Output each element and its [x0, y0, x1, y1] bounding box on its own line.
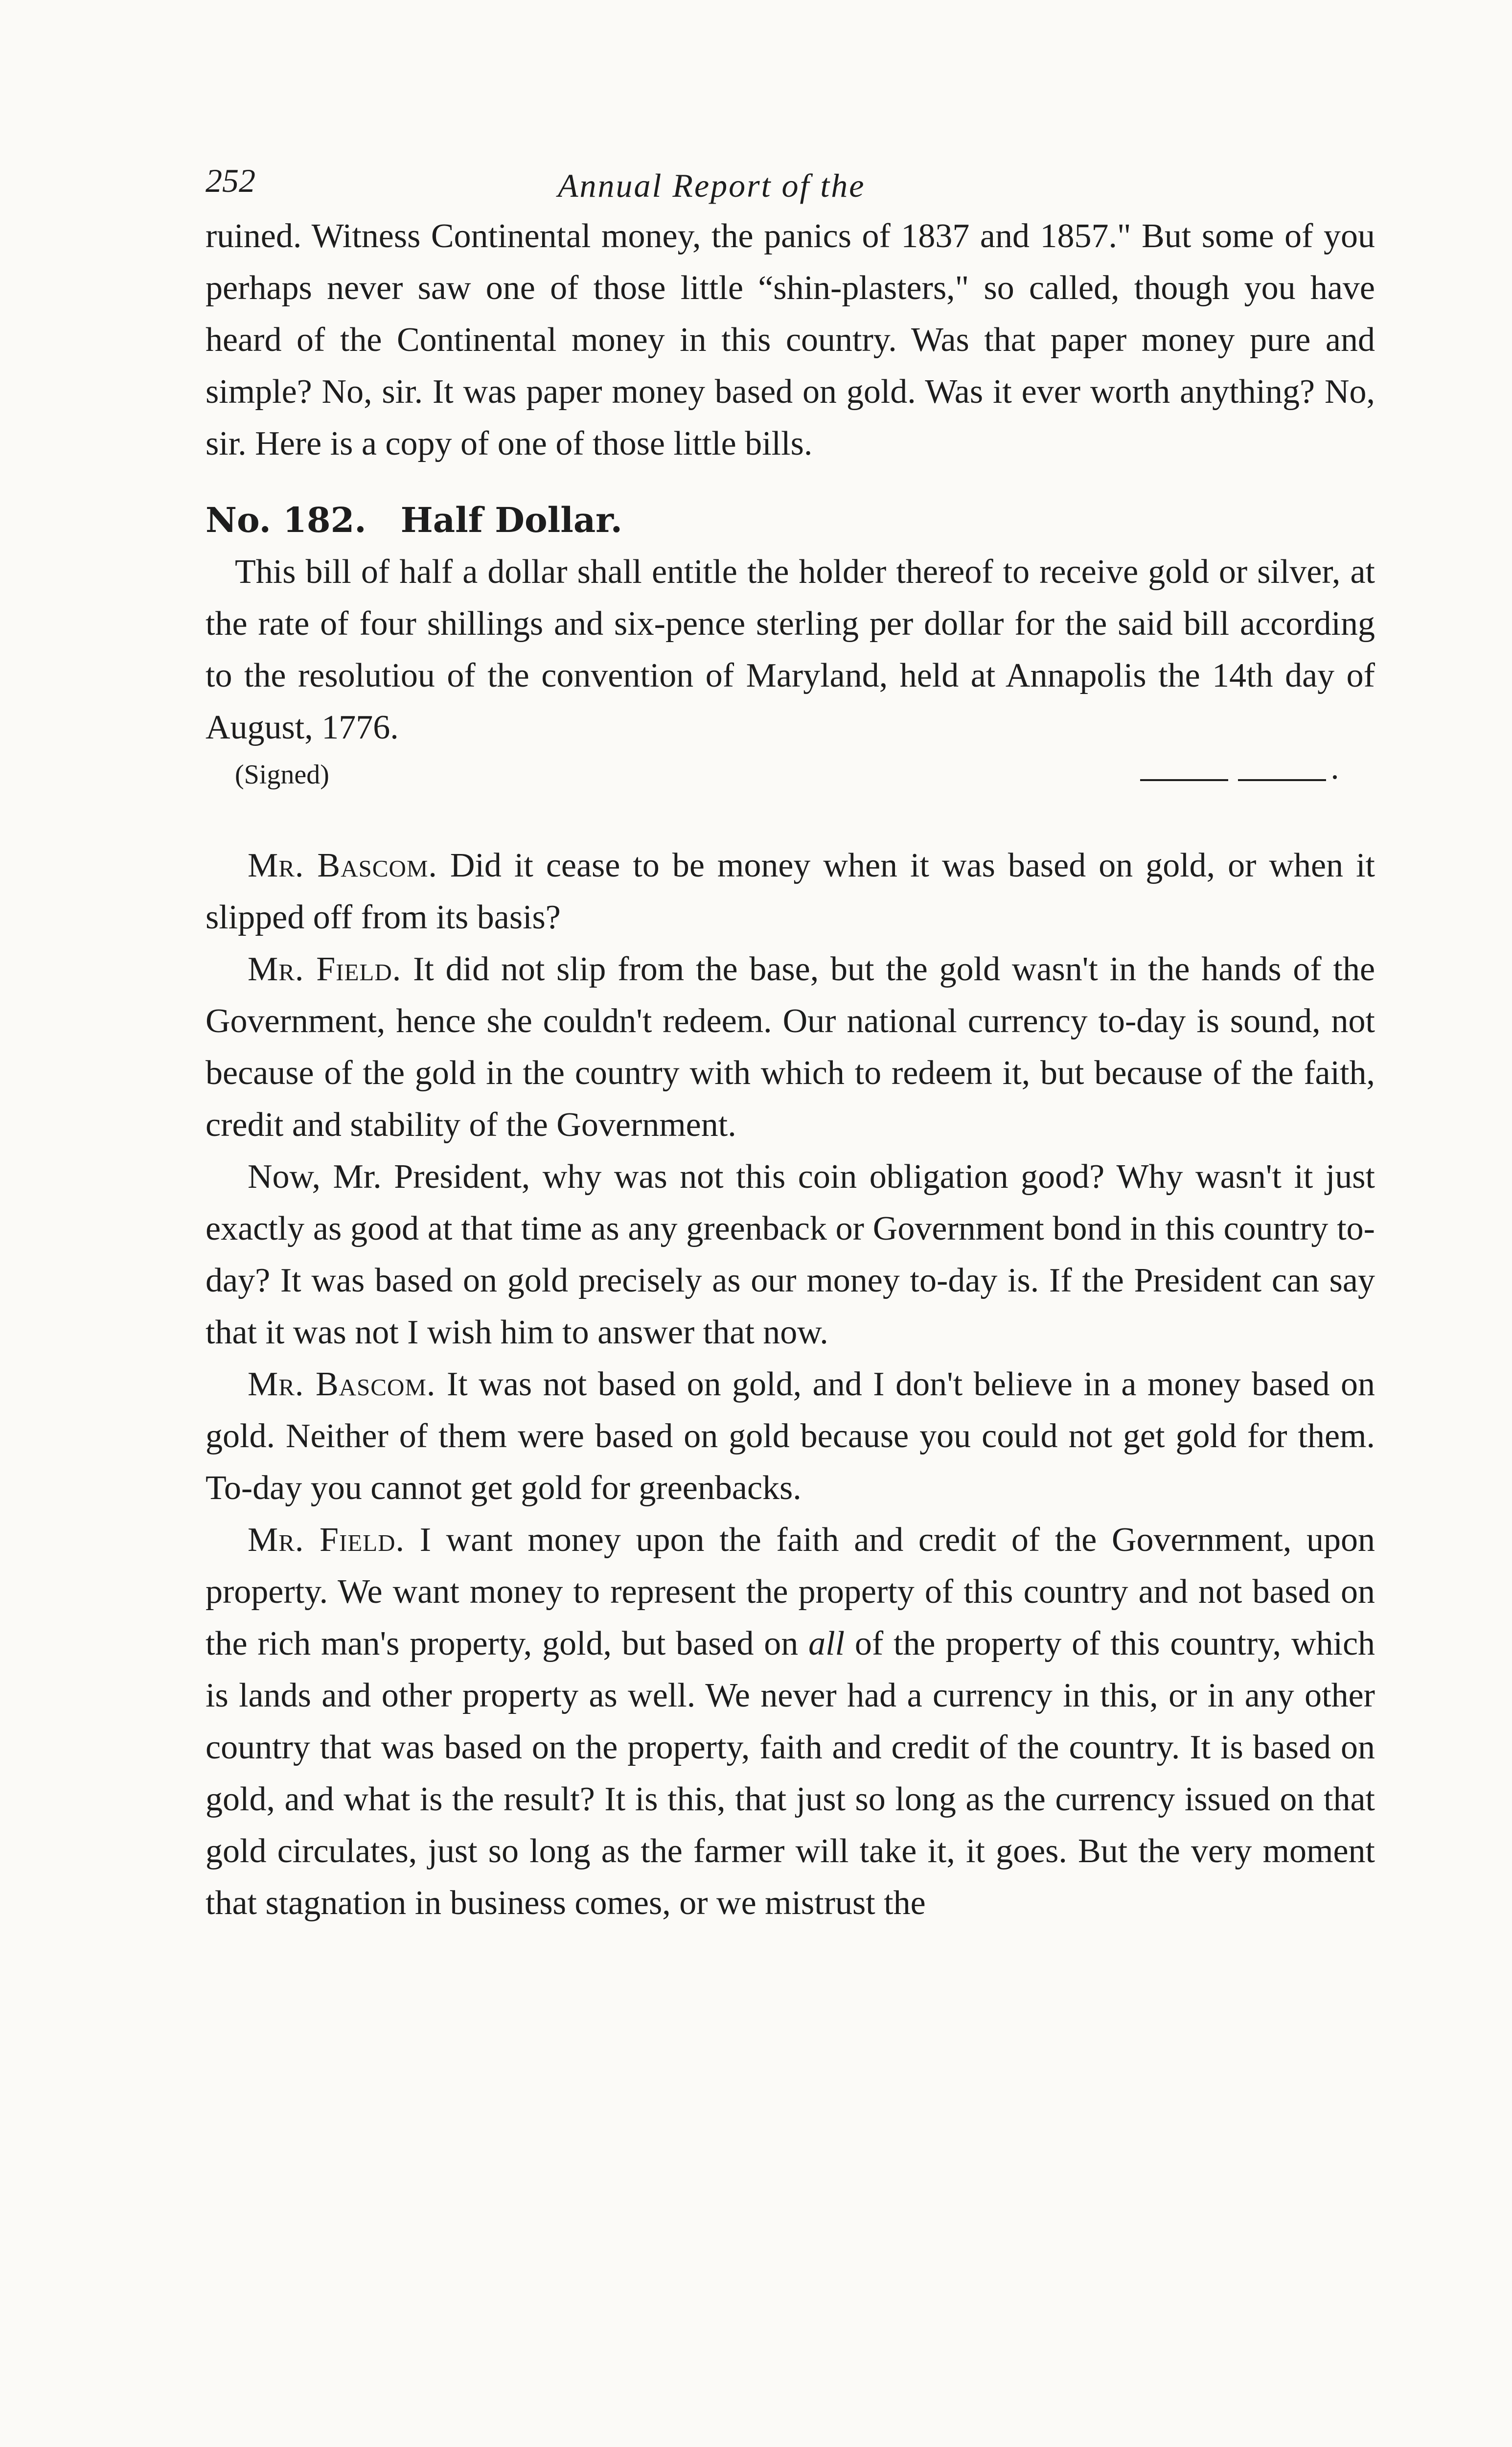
signed-label: (Signed) — [235, 760, 329, 790]
document-page — [206, 147, 1375, 1929]
paragraph-field-1 — [206, 944, 1375, 1151]
signature-blank-line — [1140, 779, 1336, 781]
exhibit-heading — [206, 494, 1375, 546]
paragraph-bascom-2 — [206, 1359, 1375, 1514]
paragraph-text: I want money upon the faith and credit of the Government, upon property. We want money to represent the property of this country and not based on the rich man's property, gold, but based on — [206, 1521, 1375, 1662]
opening-paragraph: ruined. Witness Continental money, the panics of 1837 and 1857." But some of you perhaps never saw one of those little “shin-plasters," so called, though you have heard of the Continental money in this country. Was that paper money pure and simple? No, sir. It was paper money based on gold. Was it ever worth anything? No, sir. Here is a copy of one of those little bills. — [206, 217, 1375, 462]
speaker-name: Mr. Field. — [248, 950, 402, 988]
running-head — [206, 147, 1375, 210]
paragraph-bascom-1 — [206, 840, 1375, 944]
exhibit-number: No. 182. — [206, 500, 367, 540]
exhibit-bill — [206, 494, 1375, 801]
exhibit-text: This bill of half a dollar shall entitle the holder thereof to receive gold or silver, at the rate of four shillings and six-pence sterling per dollar for the said bill according to the resolutiou of the convention of Maryland, held at Annapolis the 14th day of August, 1776. — [206, 553, 1375, 746]
speaker-name: Mr. Bascom. — [248, 847, 437, 884]
exhibit-title: Half Dollar. — [400, 500, 622, 540]
paragraph-text: It was not based on gold, and I don't believe in a money based on gold. Neither of them were based on gold because you could not get gold for them. To-day you cannot get gold for greenbacks. — [206, 1365, 1375, 1507]
emphasis-all: all — [808, 1625, 845, 1662]
body-text — [206, 210, 1375, 1929]
paragraph-text: of the property of this country, which is lands and other property as well. We never had a currency in this, or in any other country that was based on the property, faith and credit of the country. It is based on gold, and what is the result? It is this, that just so long as the currency issued on that gold circulates, just so long as the farmer will take it, it goes. But the very moment that stagnation in business comes, or we mistrust the — [206, 1625, 1375, 1922]
paragraph-field-3 — [206, 1514, 1375, 1929]
speaker-name: Mr. Field. — [248, 1521, 405, 1559]
running-title — [558, 166, 865, 205]
paragraph-text: Now, Mr. President, why was not this coin obligation good? Why wasn't it just exactly as good at that time as any greenback or Government bond in this country to-day? It was based on gold precisely as our money to-day is. If the President can say that it was not I wish him to answer that now. — [206, 1158, 1375, 1351]
paragraph-text: It did not slip from the base, but the gold wasn't in the hands of the Government, hence she couldn't redeem. Our national currency to-day is sound, not because of the gold in the country with which to redeem it, but because of the faith, credit and stability of the Government. — [206, 950, 1375, 1144]
speaker-name: Mr. Bascom. — [248, 1365, 436, 1403]
paragraph-field-2 — [206, 1151, 1375, 1359]
signed-row — [206, 754, 1375, 801]
paragraph-text: Did it cease to be money when it was based on gold, or when it slipped off from its basis? — [206, 847, 1375, 936]
page-number: 252 — [206, 162, 255, 199]
running-title-text: Annual Report of the — [558, 167, 866, 204]
